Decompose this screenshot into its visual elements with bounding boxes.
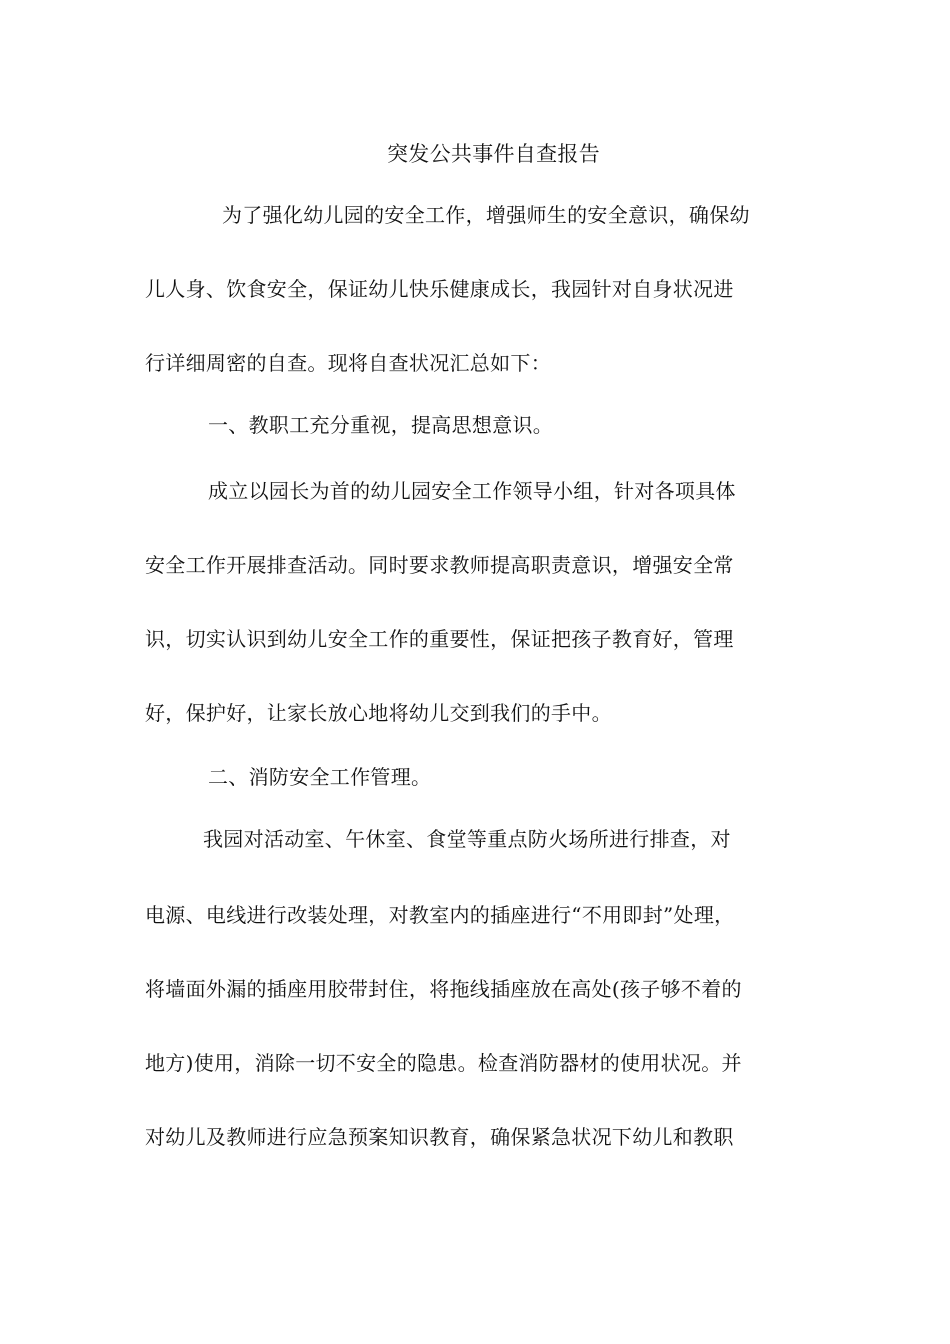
text-line: 识，切实认识到幼儿安全工作的重要性，保证把孩子教育好，管理 — [145, 627, 734, 651]
text-line: 地方)使用，消除一切不安全的隐患。检查消防器材的使用状况。并 — [145, 1051, 742, 1075]
section-heading: 二、消防安全工作管理。 — [208, 765, 432, 789]
text-line: 行详细周密的自查。现将自查状况汇总如下： — [145, 351, 551, 375]
text-line: 我园对活动室、午休室、食堂等重点防火场所进行排查，对 — [203, 827, 731, 851]
section-heading: 一、教职工充分重视，提高思想意识。 — [208, 413, 554, 437]
text-line: 好，保护好，让家长放心地将幼儿交到我们的手中。 — [145, 701, 612, 725]
text-line: 儿人身、饮食安全，保证幼儿快乐健康成长，我园针对自身状况进 — [145, 277, 734, 301]
text-line: 成立以园长为首的幼儿园安全工作领导小组，针对各项具体 — [208, 479, 736, 503]
document-title: 突发公共事件自查报告 — [387, 142, 600, 166]
text-line: 安全工作开展排查活动。同时要求教师提高职责意识，增强安全常 — [145, 553, 734, 577]
text-line: 为了强化幼儿园的安全工作，增强师生的安全意识，确保幼 — [222, 203, 750, 227]
text-line: 将墙面外漏的插座用胶带封住，将拖线插座放在高处(孩子够不着的 — [145, 977, 742, 1001]
text-line: 电源、电线进行改装处理，对教室内的插座进行“不用即封”处理， — [145, 903, 735, 927]
text-line: 对幼儿及教师进行应急预案知识教育，确保紧急状况下幼儿和教职 — [145, 1125, 734, 1149]
